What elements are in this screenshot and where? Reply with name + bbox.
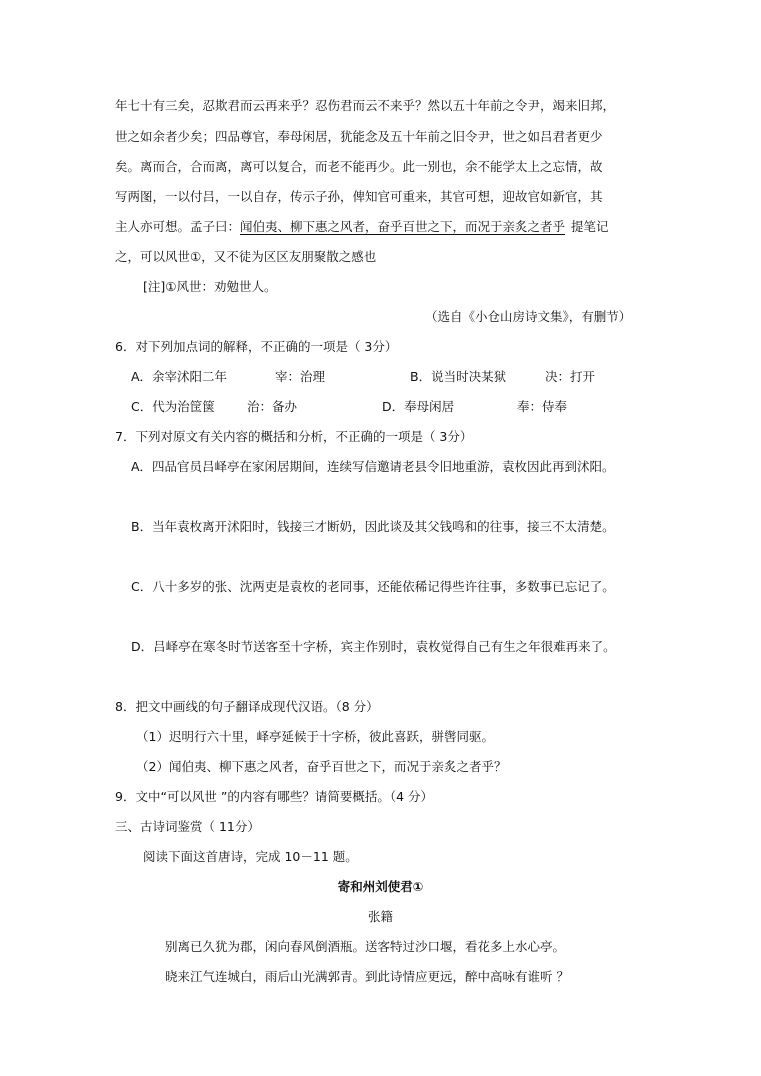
passage-line: 世之如余者少矣；四品尊官，奉母闲居，犹能念及五十年前之旧令尹，世之如吕君者更少 [115, 129, 603, 144]
q6-option-d-explanation: 奉：侍奉 [517, 399, 568, 414]
q6-option-c-explanation: 治：备办 [247, 399, 298, 414]
q7-option-b: B．当年袁枚离开沭阳时，钱接三才断奶，因此谈及其父钱鸣和的往事，接三不太清楚。 [131, 519, 615, 534]
q6-option-a: A．余宰沭阳二年 [131, 369, 228, 384]
q6-option-a-explanation: 宰：治理 [275, 369, 326, 384]
section-heading: 三、古诗词鉴赏（ 11分） [115, 819, 260, 834]
q6-option-c: C．代为治筐箧 [131, 399, 215, 414]
q6-option-d: D．奉母闲居 [382, 399, 455, 414]
underlined-sentence: 闻伯夷、柳下惠之风者，奋乎百世之下，而况于亲炙之者乎 [240, 219, 566, 234]
question-6-stem: 6．对下列加点词的解释，不正确的一项是（ 3分） [115, 339, 398, 354]
q6-option-b: B．说当时决某狱 [410, 369, 507, 384]
q7-option-d: D．吕峄亭在寒冬时节送客至十字桥，宾主作别时，袁枚觉得自己有生之年很难再来了。 [131, 639, 616, 654]
question-8-stem: 8．把文中画线的句子翻译成现代汉语。（8 分） [115, 699, 379, 714]
passage-text: 提笔记 [571, 219, 609, 234]
poet-name: 张籍 [367, 909, 393, 924]
passage-line: 矣。离而合，合而离，离可以复合，而老不能再少。此一别也，余不能学太上之忘情，故 [115, 159, 603, 174]
source-citation: （选自《小仓山房诗文集》，有删节） [425, 309, 632, 324]
passage-line [115, 219, 609, 235]
annotation-note: [注]①风世：劝勉世人。 [143, 279, 277, 294]
q6-option-b-explanation: 决：打开 [545, 369, 596, 384]
question-7-stem: 7．下列对原文有关内容的概括和分析，不正确的一项是（ 3分） [115, 429, 473, 444]
passage-line: 写两图，一以付吕，一以自存，传示子孙，俾知官可重来，其官可想，迎故官如新官，其 [115, 189, 603, 204]
q8-sentence-1: （1）迟明行六十里，峄亭延候于十字桥，彼此喜跃，骈辔同驱。 [136, 729, 494, 744]
passage-line: 年七十有三矣，忍欺君而云再来乎？忍伤君而云不来乎？然以五十年前之令尹，竭来旧邦， [115, 98, 616, 113]
poem-title: 寄和州刘使君① [337, 879, 424, 894]
q7-option-c: C．八十多岁的张、沈两吏是袁枚的老同事，还能依稀记得些许往事，多数事已忘记了。 [131, 579, 615, 594]
poem-line: 别离已久犹为郡，闲向春风倒酒瓶。送客特过沙口堰，看花多上水心亭。 [165, 939, 566, 954]
passage-line: 之，可以风世①，又不徒为区区友朋聚散之感也 [115, 249, 377, 264]
q7-option-a: A．四品官员吕峄亭在家闲居期间，连续写信邀请老县令旧地重游，袁枚因此再到沭阳。 [131, 459, 615, 474]
section-intro: 阅读下面这首唐诗，完成 10－11 题。 [143, 849, 358, 864]
passage-text: 主人亦可想。孟子曰： [115, 219, 241, 234]
poem-line: 晓来江气连城白，雨后山光满郭青。到此诗情应更远，醉中高咏有谁听 ？ [165, 969, 569, 984]
question-9-stem: 9．文中“可以风世 ”的内容有哪些？请简要概括。（4 分） [115, 789, 434, 804]
q8-sentence-2: （2）闻伯夷、柳下惠之风者，奋乎百世之下，而况于亲炙之者乎？ [136, 759, 507, 774]
